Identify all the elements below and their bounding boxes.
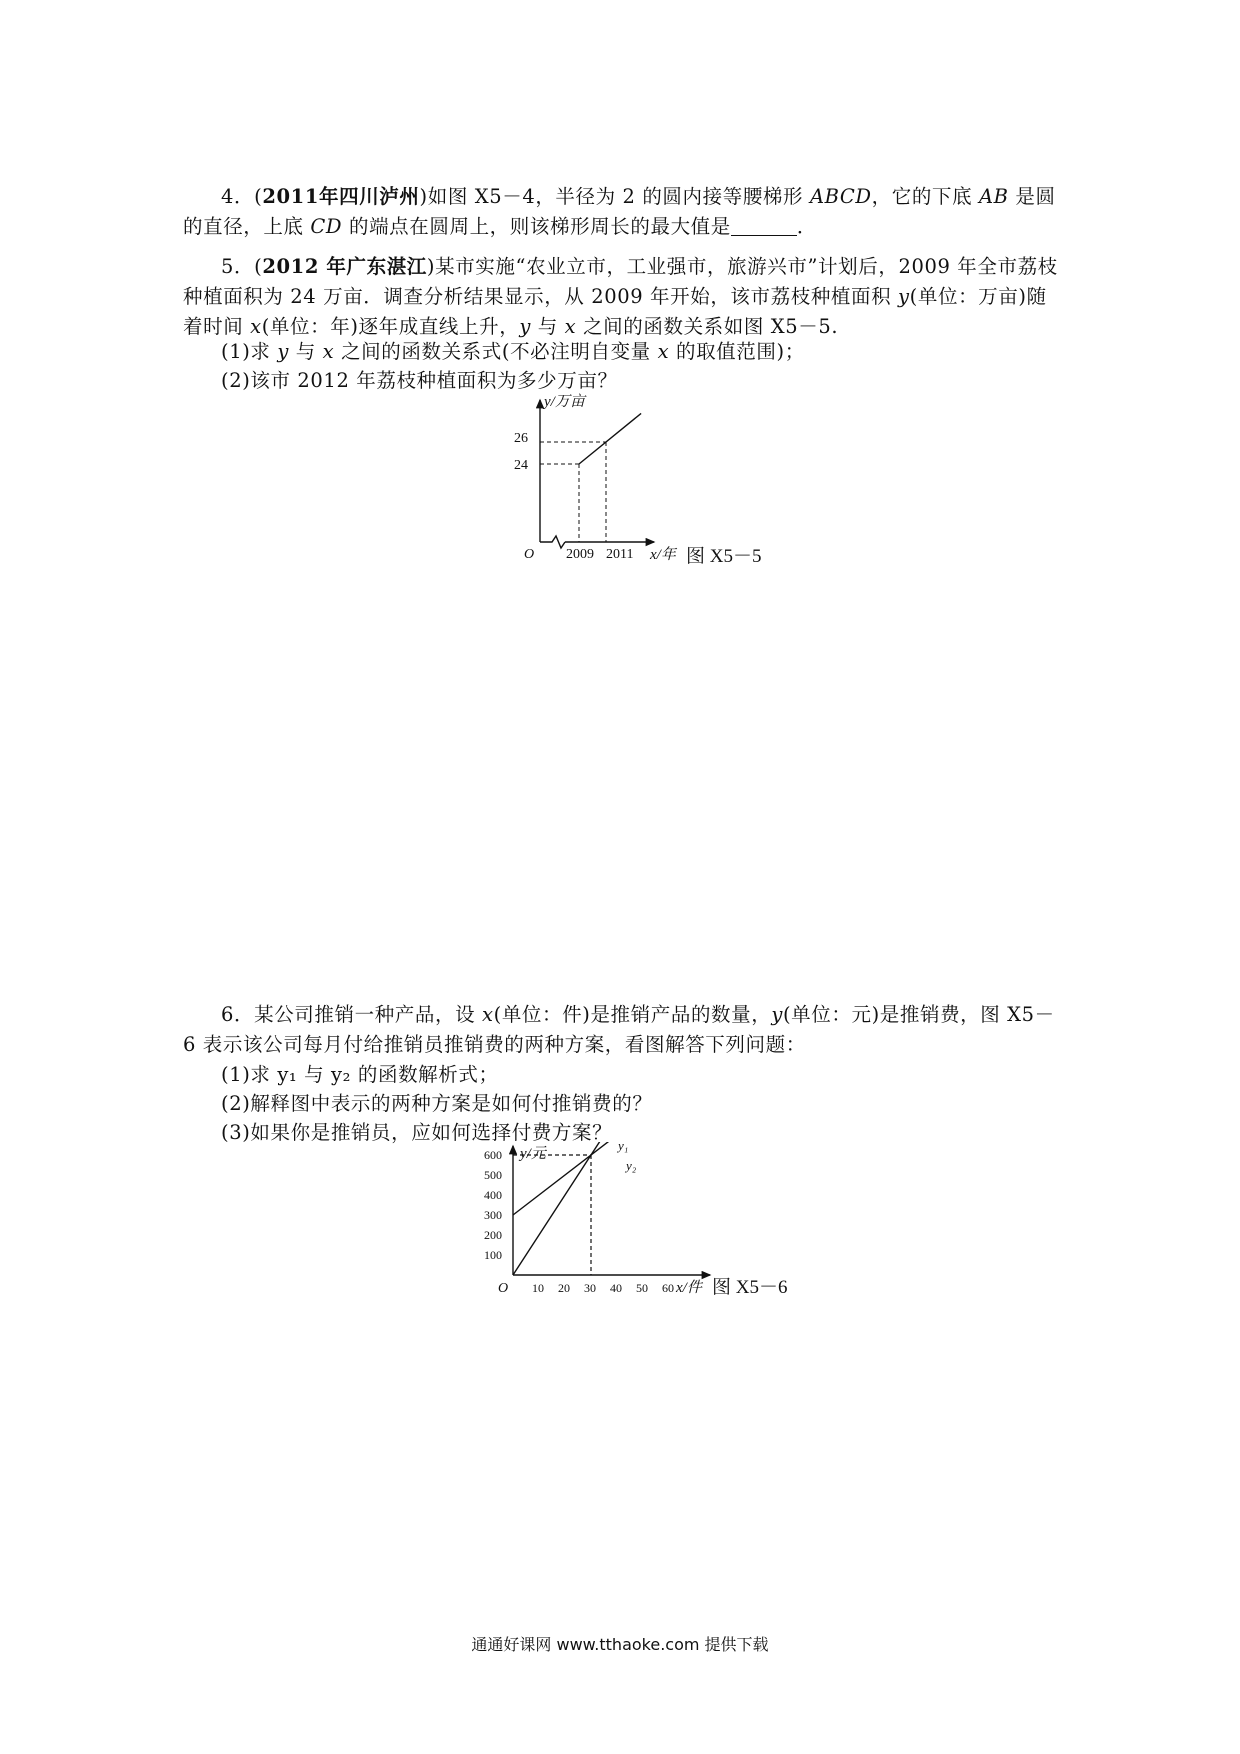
- figure-caption: 图 X5－5: [686, 546, 762, 567]
- y-tick-label: 600: [484, 1148, 502, 1162]
- y-tick-label: 300: [484, 1208, 502, 1222]
- y-tick-label: 100: [484, 1248, 502, 1262]
- x-tick-label: 50: [636, 1281, 648, 1295]
- x-axis-label: x/年: [650, 547, 676, 563]
- q4-source: 2011年四川泸州: [262, 185, 420, 208]
- q6-sub3: (3)如果你是推销员，应如何选择付费方案？: [221, 1121, 613, 1144]
- question-6: 6．某公司推销一种产品，设 x(单位：件)是推销产品的数量，y(单位：元)是推销费，图 X5－6 表示该公司每月付给推销员推销费的两种方案，看图解答下列问题：: [183, 1003, 1055, 1056]
- figure-caption: 图 X5－6: [712, 1277, 788, 1298]
- figure-x5-5: [500, 392, 830, 570]
- y-tick-label: 400: [484, 1188, 502, 1202]
- x-tick-label: 10: [532, 1281, 544, 1295]
- y-axis-label: y/万亩: [544, 394, 585, 410]
- x-axis-label: x/件: [676, 1280, 702, 1296]
- answer-blank[interactable]: [731, 217, 797, 236]
- q6-number: 6．: [221, 1003, 255, 1026]
- x-tick-label: 2009: [566, 547, 594, 562]
- q6-sub2: (2)解释图中表示的两种方案是如何付推销费的？: [221, 1092, 653, 1115]
- x-tick-label: 40: [610, 1281, 622, 1295]
- line-label-y2: y₂: [626, 1158, 637, 1173]
- x-tick-label: 60: [662, 1281, 674, 1295]
- y-axis-label: y/元: [520, 1146, 546, 1162]
- q5-source: 2012 年广东湛江: [262, 255, 427, 278]
- y-tick-label: 500: [484, 1168, 502, 1182]
- series-line: [579, 413, 641, 464]
- q4-number: 4．: [221, 185, 255, 208]
- figure-x5-6: [478, 1142, 838, 1302]
- q5-sub2: (2)该市 2012 年荔枝种植面积为多少万亩？: [221, 369, 618, 392]
- x-axis-break: [540, 536, 565, 548]
- y-tick-label: 26: [514, 431, 528, 446]
- origin-label: O: [524, 547, 535, 562]
- y-tick-label: 200: [484, 1228, 502, 1242]
- x-tick-label: 2011: [606, 547, 634, 562]
- x-tick-label: 30: [584, 1281, 596, 1295]
- question-4: 4．(2011年四川泸州)如图 X5－4，半径为 2 的圆内接等腰梯形 ABCD，它的下底 AB 是圆的直径，上底 CD 的端点在圆周上，则该梯形周长的最大值是 ．: [183, 185, 1056, 238]
- q5-number: 5．: [221, 255, 255, 278]
- x-tick-label: 20: [558, 1281, 570, 1295]
- origin-label: O: [498, 1281, 509, 1296]
- y-tick-label: 24: [514, 458, 528, 473]
- page-footer: 通通好课网 www.tthaoke.com 提供下载: [471, 1635, 769, 1654]
- line-label-y1: y₁: [618, 1142, 629, 1153]
- q6-sub1: (1)求 y₁ 与 y₂ 的函数解析式；: [221, 1063, 499, 1086]
- q5-sub1: (1)求 y 与 x 之间的函数关系式(不必注明自变量 x 的取值范围)；: [221, 340, 805, 363]
- question-5: 5．(2012 年广东湛江)某市实施“农业立市，工业强市，旅游兴市”计划后，2009 年全市荔枝种植面积为 24 万亩．调查分析结果显示，从 2009 年开始，该市荔枝种植面积 y(单位：万亩)随着时间 x(单位：年)逐年成直线上升，y 与 x 之间的函数关系如图 X5－5.: [183, 255, 1058, 338]
